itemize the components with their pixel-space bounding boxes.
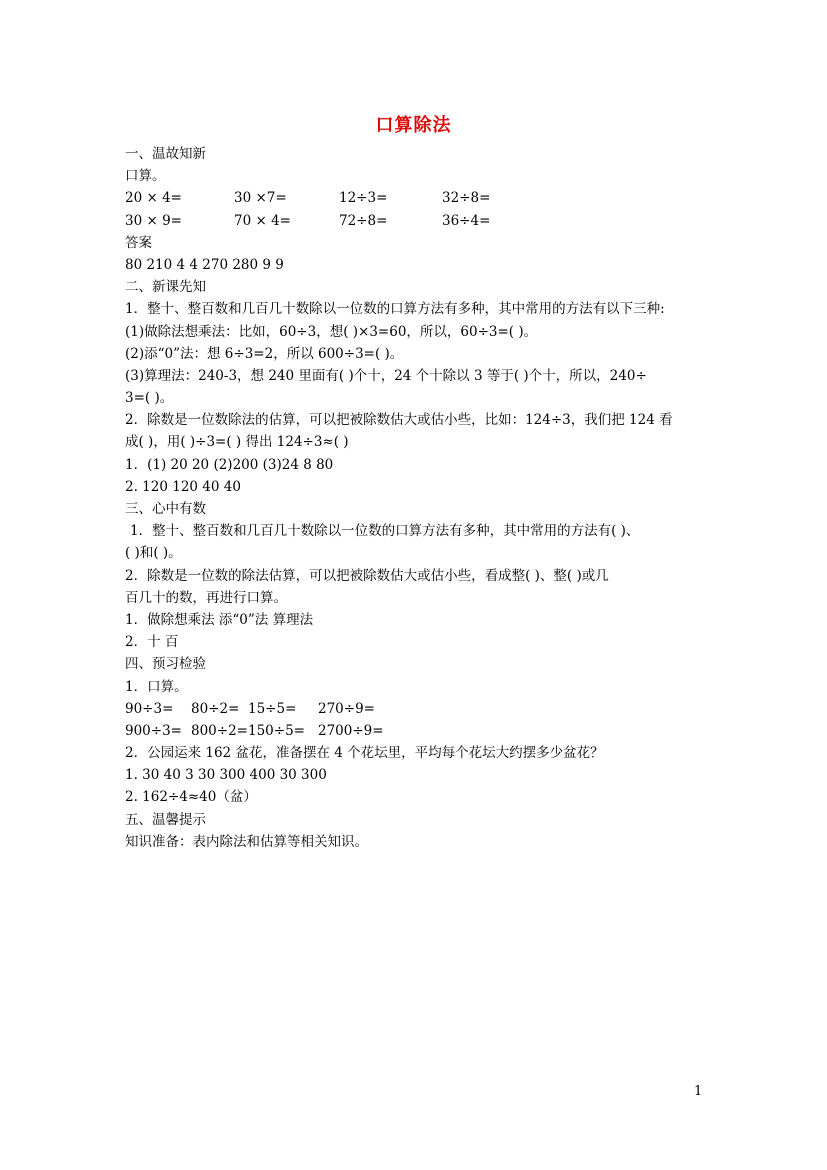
exercise-item: 270÷9= [318,700,375,717]
exercise-item: 80÷2= [191,700,240,717]
exercise-item: 2700÷9= [318,722,384,739]
section-heading: 二、新课先知 [125,279,206,296]
section-heading: 一、温故知新 [125,146,206,162]
section-heading: 三、心中有数 [125,501,206,517]
method-text: (1)做除法想乘法：比如，60÷3，想( )×3=60，所以，60÷3=( )。 [125,323,538,340]
exercise-item: 900÷3= [125,722,182,739]
answer-line: 2. 120 120 40 40 [125,478,241,495]
answer-line: 1. 30 40 3 30 300 400 30 300 [125,767,327,784]
exercise-item: 12÷3= [339,190,388,207]
answer-label: 答案 [125,234,152,251]
subheading: 口算。 [125,168,166,185]
exercise-item: 20 × 4= [125,190,182,207]
tip-text: 知识准备：表内除法和估算等相关知识。 [125,833,368,850]
answer-line: 80 210 4 4 270 280 9 9 [125,256,284,273]
answer-line: 2. 162÷4≈40（盆） [125,789,257,806]
section-heading: 四、预习检验 [125,656,206,673]
question-text: 1．整十、整百数和几百几十数除以一位数的口算方法有多种，其中常用的方法有以下三种: [125,301,665,318]
document-title: 口算除法 [375,115,452,136]
exercise-item: 30 × 9= [125,212,182,229]
question-text: 1．整十、整百数和几百几十数除以一位数的口算方法有多种，其中常用的方法有( )、 [130,523,640,540]
answer-line: 1．做除想乘法 添“0”法 算理法 [125,611,314,628]
exercise-item: 72÷8= [339,212,388,229]
document-body [125,143,715,853]
section-heading: 五、温馨提示 [125,811,206,828]
exercise-item: 30 ×7= [234,190,287,207]
question-text: 百几十的数，再进行口算。 [125,589,287,606]
exercise-item: 90÷3= [125,700,174,717]
method-text: (2)添“0”法：想 6÷3=2，所以 600÷3=( )。 [125,345,404,362]
exercise-item: 36÷4= [442,212,491,229]
question-text: 成( )，用( )÷3=( ) 得出 124÷3≈( ) [125,434,349,451]
exercise-row [125,210,715,232]
question-text: 2．除数是一位数的除法估算，可以把被除数估大或估小些，看成整( )、整( )或几 [125,567,609,584]
exercise-row [125,187,715,209]
exercise-row [125,720,715,742]
question-text: ( )和( )。 [125,545,182,562]
answer-line: 2．十 百 [125,634,179,651]
answer-line: 1．(1) 20 20 (2)200 (3)24 8 80 [125,456,334,473]
exercise-row [125,698,715,720]
exercise-item: 15÷5= [248,700,297,717]
method-text: 3=( )。 [125,390,174,407]
exercise-item: 32÷8= [442,190,491,207]
page-number: 1 [694,1084,703,1099]
question-text: 1．口算。 [125,678,188,695]
exercise-item: 800÷2= [191,722,248,739]
method-text: (3)算理法：240-3，想 240 里面有( )个十，24 个十除以 3 等于( )个十，所以，240÷ [125,367,647,384]
question-text: 2．公园运来 162 盆花，准备摆在 4 个花坛里，平均每个花坛大约摆多少盆花？ [125,745,604,762]
question-text: 2．除数是一位数除法的估算，可以把被除数估大或估小些，比如：124÷3，我们把 124 看 [125,412,673,429]
exercise-item: 150÷5= [248,722,305,739]
exercise-item: 70 × 4= [234,212,291,229]
